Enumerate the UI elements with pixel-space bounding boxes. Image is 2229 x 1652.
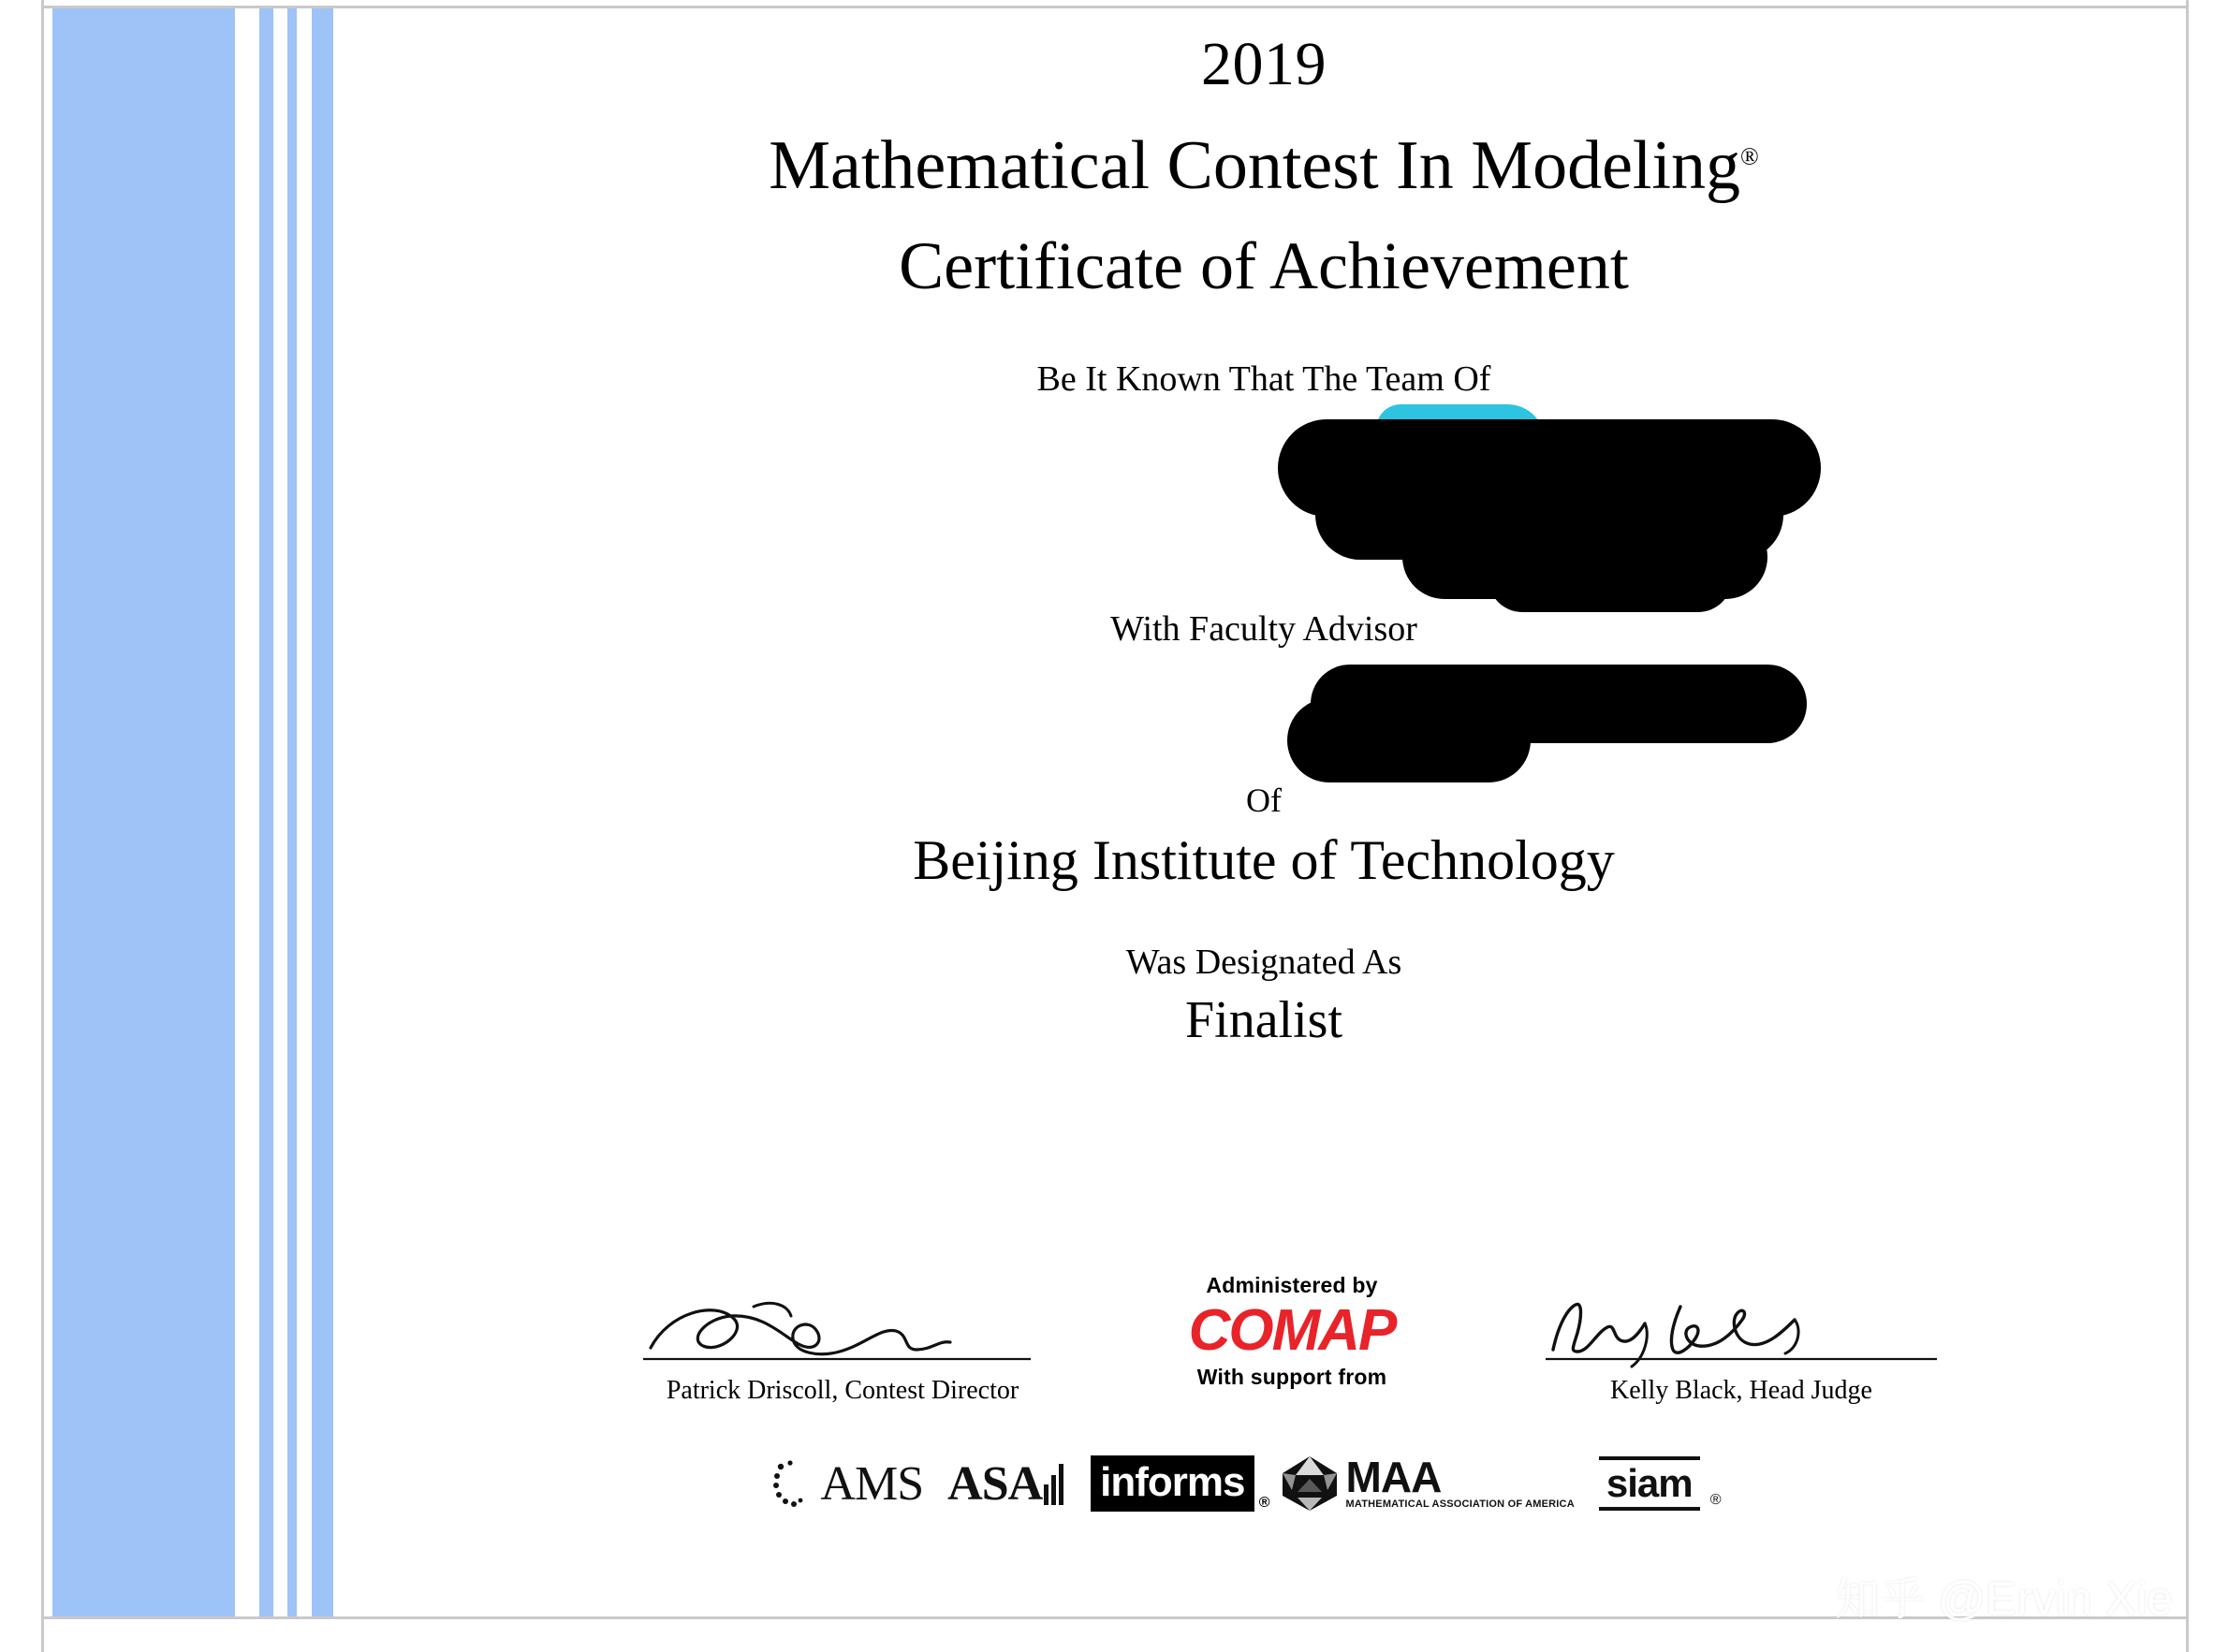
siam-registered-mark: ® bbox=[1709, 1492, 1721, 1508]
maa-logo bbox=[1279, 1455, 1575, 1513]
maa-icosahedron-icon bbox=[1279, 1455, 1341, 1513]
administered-by-block bbox=[1114, 1273, 1470, 1390]
designation-intro-label: Was Designated As bbox=[1125, 943, 1402, 983]
certificate-title bbox=[374, 127, 2153, 205]
maa-logo-subtitle: MATHEMATICAL ASSOCIATION OF AMERICA bbox=[1345, 1498, 1575, 1510]
advisor-name-redaction bbox=[374, 655, 2153, 777]
team-names-redaction bbox=[374, 404, 2153, 592]
designation-award: Finalist bbox=[1184, 990, 1343, 1049]
informs-registered-mark: ® bbox=[1258, 1495, 1269, 1511]
decorative-bar-thin-2 bbox=[312, 8, 333, 1616]
institution-name: Beijing Institute of Technology bbox=[913, 829, 1615, 892]
ams-logo bbox=[771, 1456, 923, 1512]
signature-block-head-judge bbox=[1498, 1292, 1985, 1406]
team-intro-label: Be It Known That The Team Of bbox=[1036, 358, 1491, 399]
decorative-bar-thin-1 bbox=[287, 8, 297, 1616]
watermark-logo: 知乎 bbox=[1835, 1575, 1926, 1625]
watermark bbox=[1835, 1563, 2173, 1628]
siam-logo-text: siam bbox=[1606, 1461, 1693, 1505]
sponsor-logo-strip bbox=[768, 1446, 1721, 1521]
of-label: Of bbox=[1246, 782, 1282, 820]
certificate-year: 2019 bbox=[1201, 30, 1327, 98]
informs-logo-text: informs bbox=[1100, 1459, 1245, 1505]
certificate-subtitle: Certificate of Achievement bbox=[899, 227, 1629, 303]
signature-caption-contest-director: Patrick Driscoll, Contest Director bbox=[666, 1376, 1019, 1405]
page-border-left bbox=[41, 0, 44, 1652]
administered-by-label: Administered by bbox=[1206, 1273, 1378, 1297]
comap-logo: COMAP bbox=[1188, 1298, 1396, 1363]
decorative-bar-mid bbox=[259, 8, 273, 1616]
page-border-right bbox=[2186, 0, 2189, 1652]
ams-dots-icon bbox=[771, 1457, 816, 1510]
asa-logo bbox=[947, 1456, 1066, 1512]
redaction-blob bbox=[1488, 545, 1732, 612]
watermark-handle: @Ervin Xie bbox=[1938, 1572, 2173, 1625]
asa-bars-icon bbox=[1042, 1460, 1066, 1507]
certificate-content bbox=[374, 0, 2153, 1050]
registered-trademark-mark: ® bbox=[1740, 142, 1759, 170]
redaction-blob bbox=[1287, 698, 1531, 782]
asa-logo-text: ASA bbox=[947, 1456, 1043, 1511]
signature-caption-head-judge: Kelly Black, Head Judge bbox=[1610, 1376, 1872, 1405]
informs-logo bbox=[1091, 1455, 1269, 1512]
signature-block-contest-director bbox=[599, 1292, 1086, 1406]
siam-logo bbox=[1599, 1456, 1721, 1511]
signature-head-judge-icon bbox=[1540, 1292, 1943, 1372]
signature-row bbox=[562, 1273, 2022, 1441]
ams-logo-text: AMS bbox=[820, 1456, 924, 1511]
maa-logo-text: MAA bbox=[1345, 1453, 1442, 1502]
with-support-from-label: With support from bbox=[1196, 1365, 1387, 1390]
advisor-intro-label: With Faculty Advisor bbox=[1110, 609, 1417, 650]
signature-contest-director-icon bbox=[641, 1292, 1044, 1372]
certificate-title-text: Mathematical Contest In Modeling bbox=[769, 127, 1741, 205]
decorative-bar-wide bbox=[52, 8, 235, 1616]
